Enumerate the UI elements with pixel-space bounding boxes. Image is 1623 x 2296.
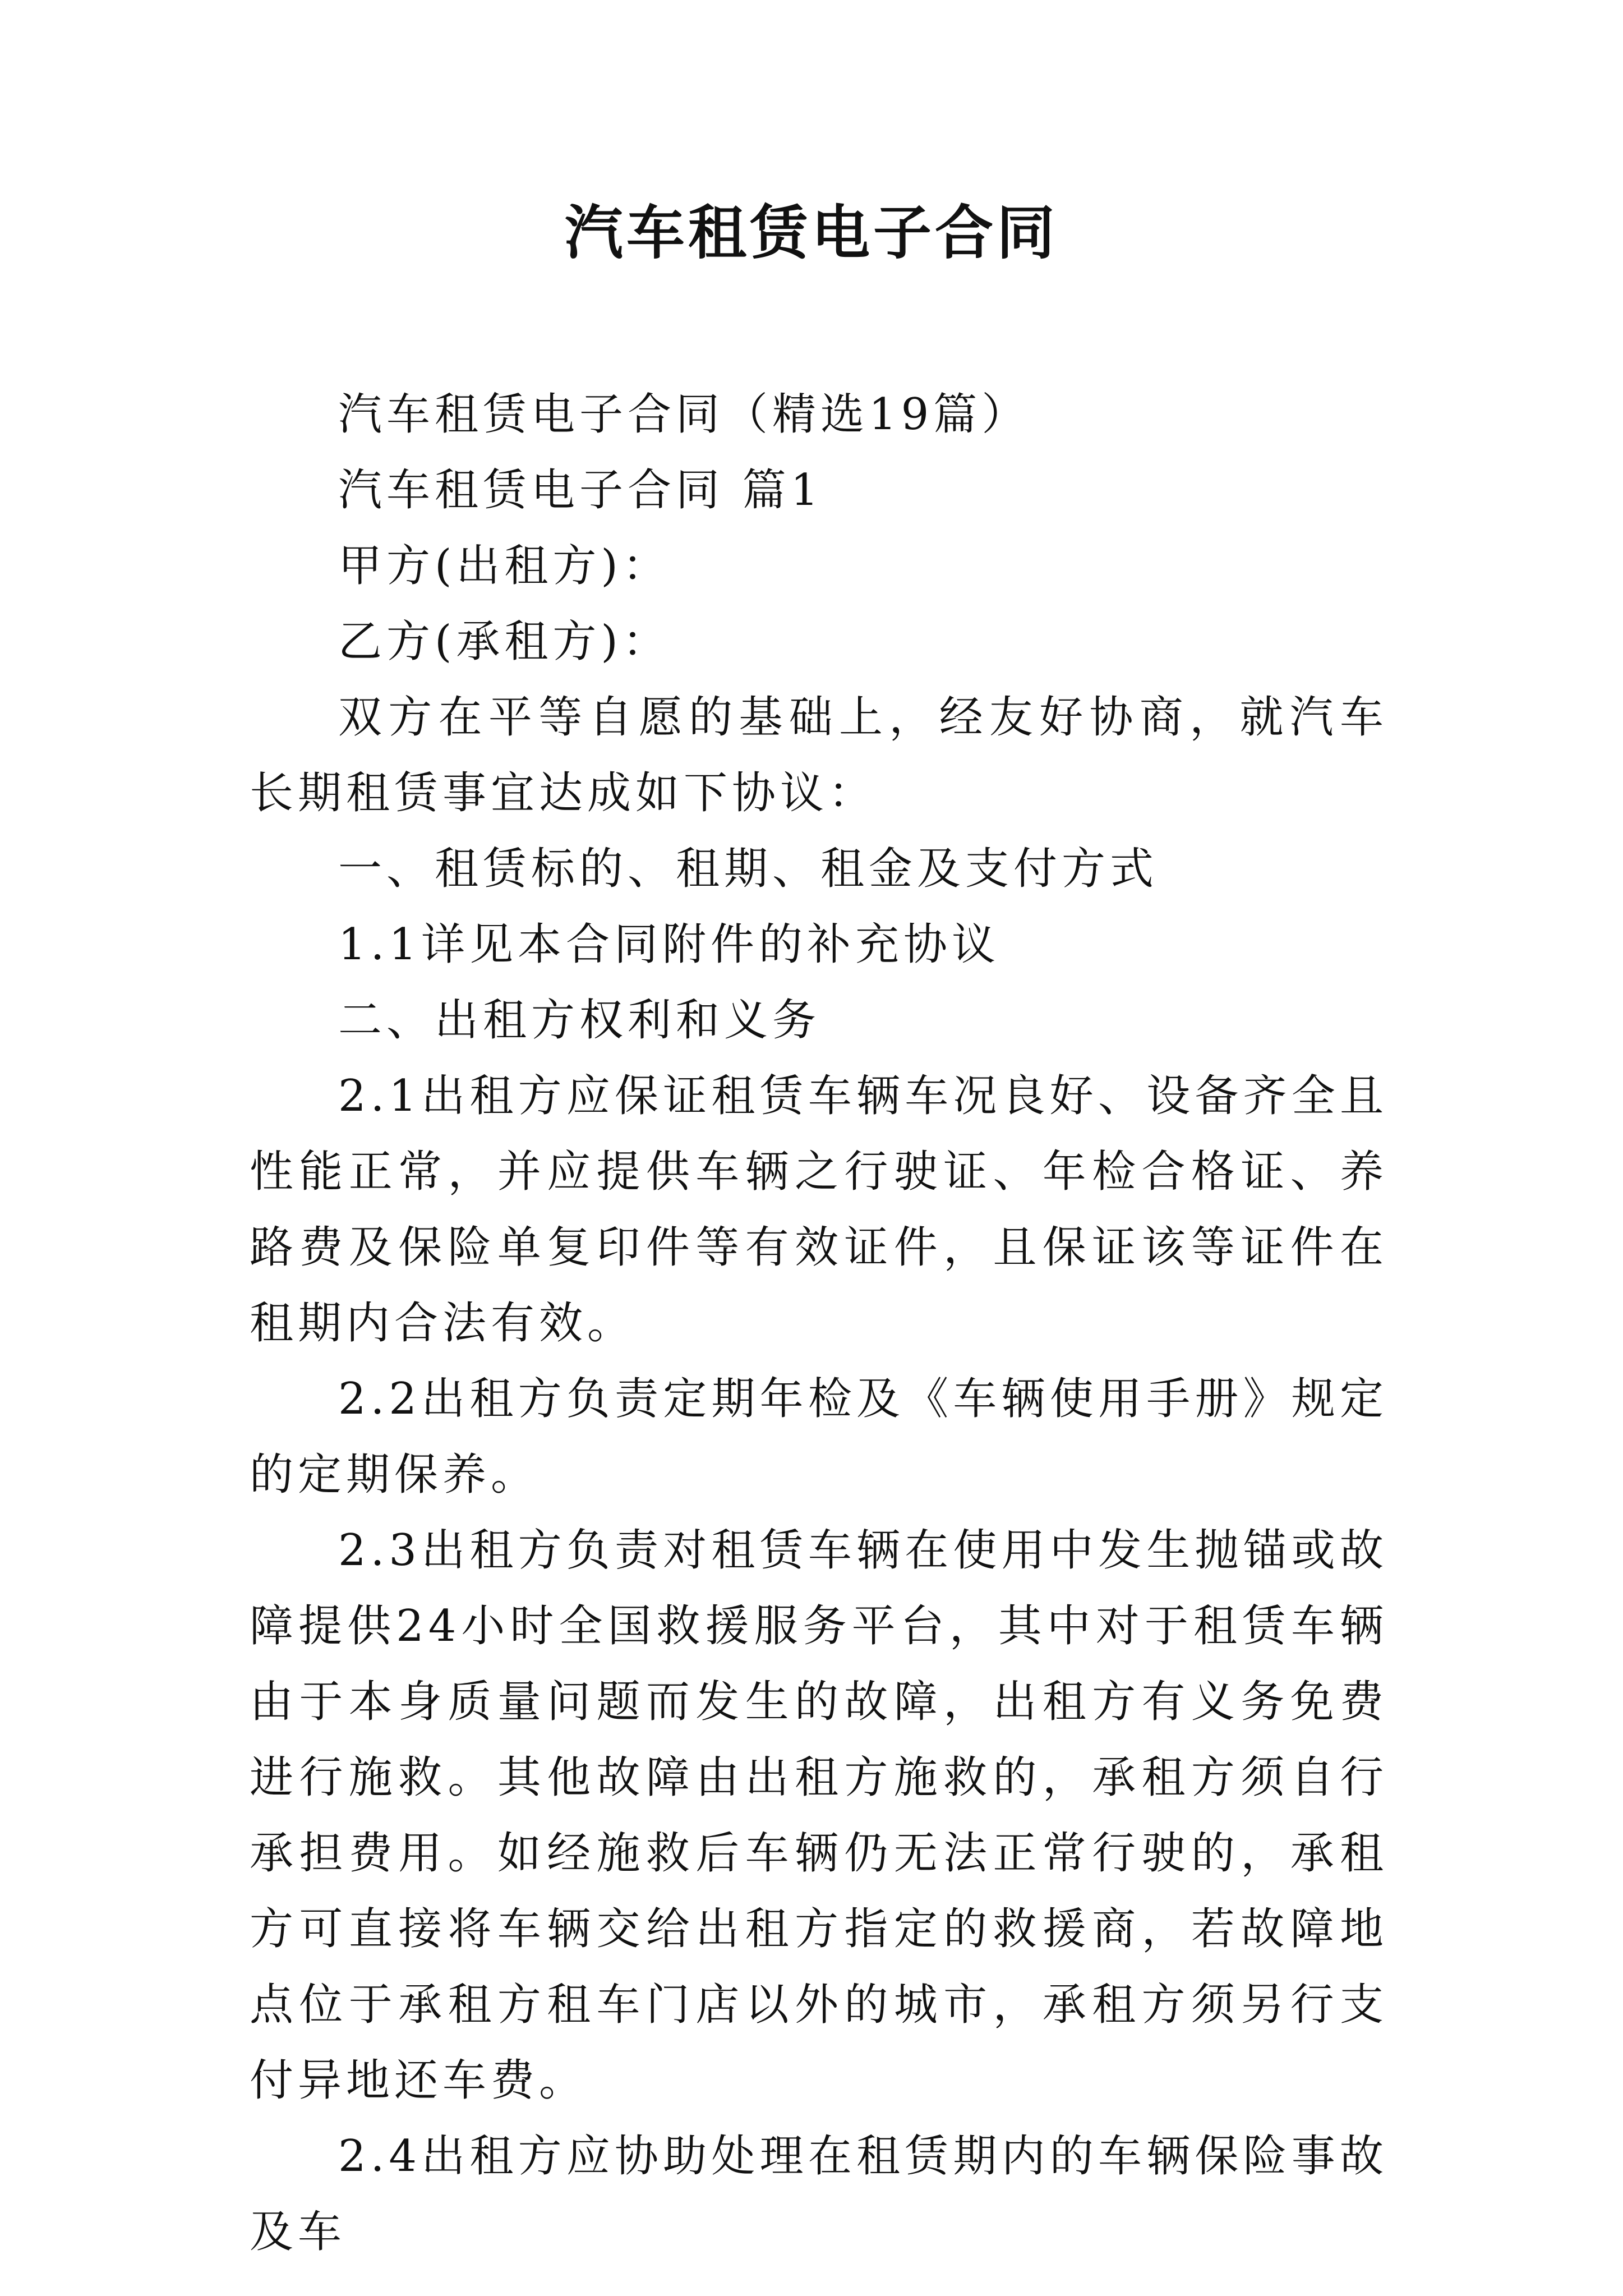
paragraph-subtitle: 汽车租赁电子合同（精选19篇）: [338, 389, 1030, 440]
paragraph-section-heading: 汽车租赁电子合同 篇1: [338, 465, 823, 516]
paragraph-clause-2-heading: 二、出租方权利和义务: [338, 995, 821, 1046]
paragraph-clause-2-3: 2.3出租方负责对租赁车辆在使用中发生抛锚或故障提供24小时全国救援服务平台，其中对于租赁车辆由于本身质量问题而发生的故障，出租方有义务免费进行施救。其他故障由出租方施救的，承租方须自行承担费用。如经施救后车辆仍无法正常行驶的，承租方可直接将车辆交给出租方指定的救援商，若故障地点位于承租方租车门店以外的城市，承租方须另行支付异地还车费。: [250, 1525, 1388, 2106]
document-title: 汽车租赁电子合同: [564, 198, 1058, 267]
paragraph-clause-1-heading: 一、租赁标的、租期、租金及支付方式: [338, 844, 1159, 894]
paragraph-party-a: 甲方(出租方)：: [338, 541, 671, 591]
paragraph-clause-2-4: 2.4出租方应协助处理在租赁期内的车辆保险事故及车: [250, 2131, 1388, 2257]
paragraph-clause-1-1: 1.1详见本合同附件的补充协议: [338, 919, 1000, 970]
paragraph-clause-2-1: 2.1出租方应保证租赁车辆车况良好、设备齐全且性能正常，并应提供车辆之行驶证、年检合格证、养路费及保险单复印件等有效证件，且保证该等证件在租期内合法有效。: [250, 1071, 1388, 1349]
document-body: [250, 377, 1388, 2270]
paragraph-preamble: 双方在平等自愿的基础上，经友好协商，就汽车长期租赁事宜达成如下协议：: [250, 692, 1388, 818]
paragraph-clause-2-2: 2.2出租方负责定期年检及《车辆使用手册》规定的定期保养。: [250, 1374, 1388, 1500]
paragraph-party-b: 乙方(承租方)：: [338, 616, 671, 667]
